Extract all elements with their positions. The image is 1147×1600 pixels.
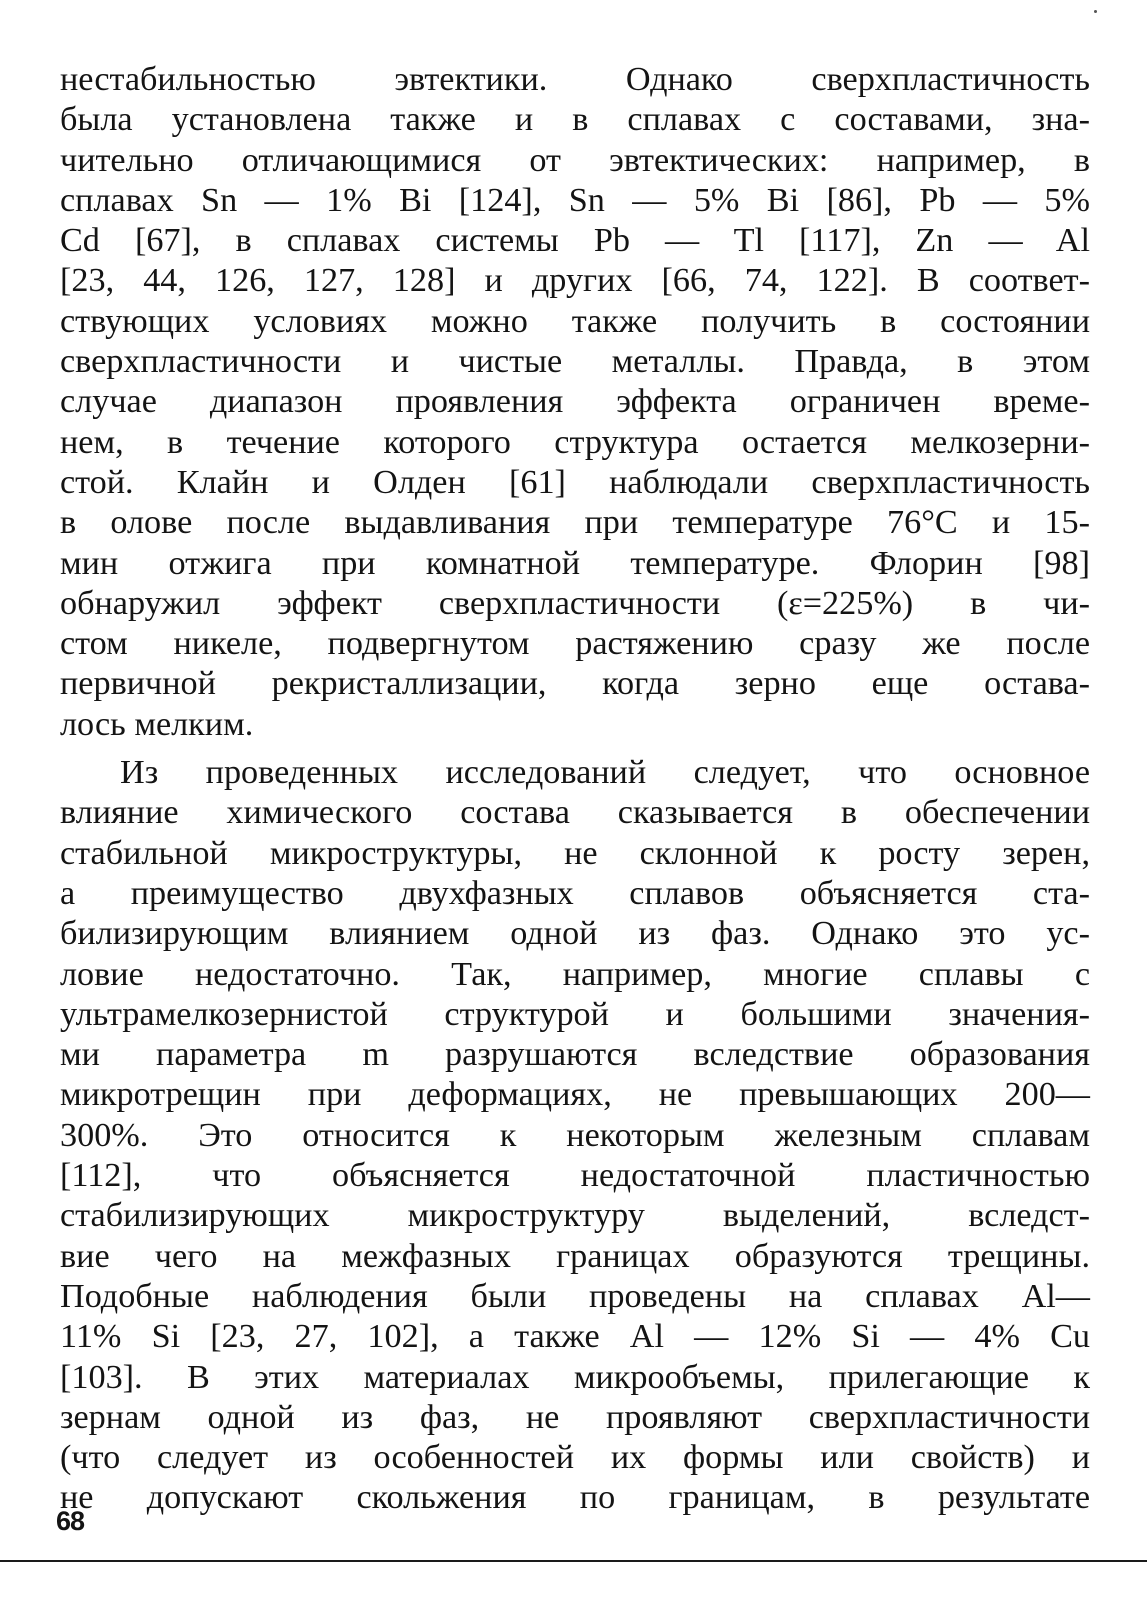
text-line: Cd [67], в сплавах системы Pb — Tl [117], Zn — Al [60,222,1090,260]
text-line: нем, в течение которого структура остается мелкозерни- [60,423,1090,461]
text-line: влияние химического состава сказывается в обеспечении [60,794,1090,832]
text-line: стом никеле, подвергнутом растяжению сразу же после [60,625,1090,663]
text-line: вие чего на межфазных границах образуются трещины. [60,1237,1090,1275]
text-line: микротрещин при деформациях, не превышающих 200— [60,1076,1090,1114]
text-line: была установлена также и в сплавах с составами, зна- [60,101,1090,139]
paragraph-2 [60,753,1090,1519]
text-line: лось мелким. [60,705,254,743]
text-line: ми параметра m разрушаются вследствие образования [60,1036,1090,1074]
text-line: обнаружил эффект сверхпластичности (ε=225%) в чи- [60,584,1090,622]
text-line: а преимущество двухфазных сплавов объясняется ста- [60,874,1090,912]
text-line: билизирующим влиянием одной из фаз. Однако это ус- [60,915,1090,953]
body-text [60,60,1090,1519]
text-line: случае диапазон проявления эффекта ограничен време- [60,383,1090,421]
text-line: стабилизирующих микроструктуру выделений, вследст- [60,1197,1090,1235]
text-line: мин отжига при комнатной температуре. Флорин [98] [60,544,1090,582]
text-line: в олове после выдавливания при температуре 76°С и 15- [60,504,1090,542]
text-line: стабильной микроструктуры, не склонной к росту зерен, [60,834,1090,872]
text-line: нестабильностью эвтектики. Однако сверхпластичность [60,61,1090,98]
paragraph-1 [60,60,1090,745]
text-line: зернам одной из фаз, не проявляют сверхпластичности [60,1398,1090,1436]
text-line: сплавах Sn — 1% Bi [124], Sn — 5% Bi [86], Pb — 5% [60,181,1090,219]
text-line: 300%. Это относится к некоторым железным сплавам [60,1116,1090,1154]
text-line: Из проведенных исследований следует, что основное [120,754,1090,792]
text-line: чительно отличающимися от эвтектических: например, в [60,141,1090,179]
text-line: ствующих условиях можно также получить в состоянии [60,302,1090,340]
text-line: Подобные наблюдения были проведены на сплавах Al— [60,1277,1090,1315]
page-number: 68 [56,1506,85,1536]
text-line: (что следует из особенностей их формы или свойств) и [60,1439,1090,1477]
bottom-edge-rule [0,1560,1147,1562]
text-line: не допускают скольжения по границам, в результате [60,1479,1090,1517]
text-line: ловие недостаточно. Так, например, многие сплавы с [60,955,1090,993]
text-line: [112], что объясняется недостаточной пластичностью [60,1157,1090,1195]
text-line: 11% Si [23, 27, 102], а также Al — 12% Si — 4% Cu [60,1318,1090,1356]
scan-speck [1094,10,1097,13]
text-line: сверхпластичности и чистые металлы. Правда, в этом [60,343,1090,381]
text-line: [23, 44, 126, 127, 128] и других [66, 74, 122]. В соответ- [60,262,1090,300]
text-line: первичной рекристаллизации, когда зерно еще остава- [60,665,1090,703]
text-line: ультрамелкозернистой структурой и большими значения- [60,995,1090,1033]
text-line: стой. Клайн и Олден [61] наблюдали сверхпластичность [60,463,1090,501]
text-line: [103]. В этих материалах микрообъемы, прилегающие к [60,1358,1090,1396]
